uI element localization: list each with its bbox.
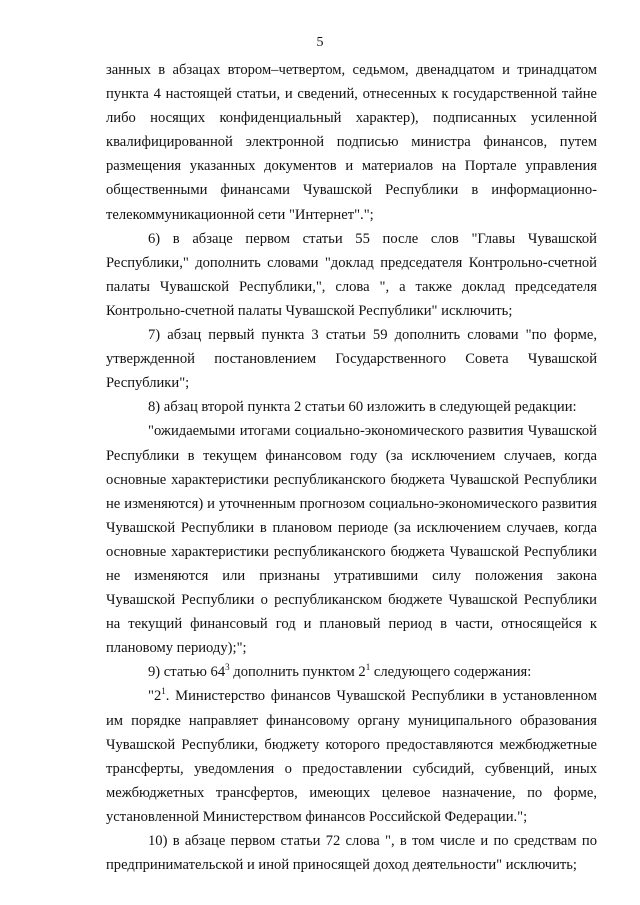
quote-point-number: "2 (148, 688, 162, 705)
paragraph-item-6: 6) в абзаце первом статьи 55 после слов "Главы Чувашской Республики," дополнить словами "доклад председателя Контрольно-счетной палаты Чувашской Республики,", слова ", а также доклад председателя Контрольно-счетной палаты Чувашской Республики" исключить; (106, 230, 597, 319)
item-9-superscript-point: 1 (365, 662, 371, 673)
document-body (106, 58, 597, 877)
paragraph-item-9 (106, 660, 597, 684)
quote-text: . Министерство финансов Чувашской Республики в установленном им порядке направляет финансовому органу муниципального образования Чувашской Республики, бюджету которого предоставляются межбюджетные трансферты, уведомления о предоставлении субсидий, субвенций, иных межбюджетных трансфертов, имеющих целевое назначение, по форме, установленной Министерством финансов Российской Федерации."; (106, 688, 597, 825)
quote-superscript: 1 (161, 686, 166, 697)
page-number: 5 (316, 35, 324, 50)
paragraph-item-7: 7) абзац первый пункта 3 статьи 59 дополнить словами "по форме, утвержденной постановлением Государственного Совета Чувашской Республики"; (106, 327, 597, 392)
item-9-superscript-article: 3 (225, 662, 230, 673)
paragraph-item-9-quote (106, 684, 597, 829)
item-9-text-end: следующего содержания: (370, 664, 532, 681)
paragraph-item-10: 10) в абзаце первом статьи 72 слова ", в том числе и по средствам по предпринимательской и иной приносящей доход деятельности" исключить; (106, 833, 597, 874)
paragraph-item-8-quote: "ожидаемыми итогами социально-экономического развития Чувашской Республики в текущем финансовом году (за исключением случаев, когда основные характеристики республиканского бюджета Чувашской Республики не изменяются) и уточненным прогнозом социально-экономического развития Чувашской Республики в плановом периоде (за исключением случаев, когда основные характеристики республиканского бюджета Чувашской Республики не изменяются или признаны утратившими силу положения закона Чувашской Республики о республиканском бюджете Чувашской Республики на текущий финансовый год и плановый период в части, относящейся к плановому периоду);"; (106, 423, 597, 657)
item-9-text-start: 9) статью 64 (148, 664, 226, 681)
paragraph-continuation: занных в абзацах втором–четвертом, седьмом, двенадцатом и тринадцатом пункта 4 настоящей статьи, и сведений, отнесенных к государственной тайне либо носящих конфиденциальный характер), подписанных усиленной квалифицированной электронной подписью министра финансов, путем размещения указанных документов и материалов на Портале управления общественными финансами Чувашской Республики в информационно-телекоммуникационной сети "Интернет"."; (106, 62, 597, 223)
item-9-text-middle: дополнить пунктом 2 (229, 664, 366, 681)
paragraph-item-8: 8) абзац второй пункта 2 статьи 60 изложить в следующей редакции: (148, 399, 577, 416)
